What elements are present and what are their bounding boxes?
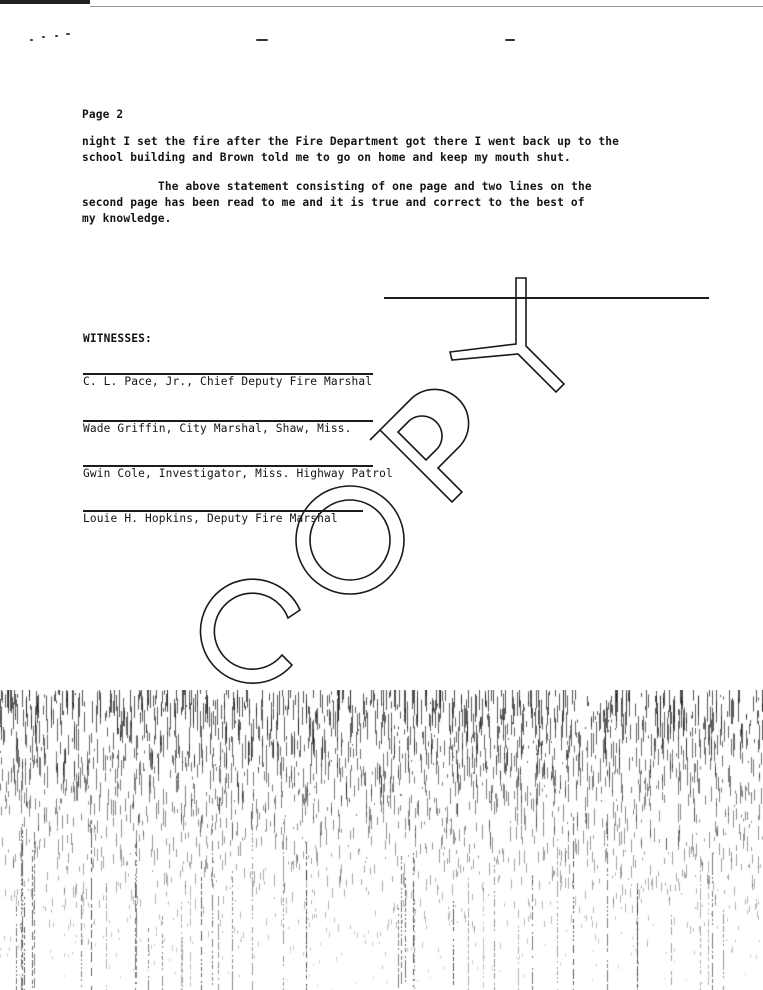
statement-line-2: second page has been read to me and it is true and correct to the best of [82, 196, 585, 209]
signature-line [384, 297, 709, 299]
top-edge-rule [0, 0, 90, 4]
scan-speck [66, 33, 70, 35]
statement-line-1: The above statement consisting of one page and two lines on the [158, 180, 592, 193]
witnesses-label: WITNESSES: [83, 332, 152, 345]
witness-name: Wade Griffin, City Marshal, Shaw, Miss. [83, 422, 352, 435]
stamp-letter-y [450, 278, 564, 392]
statement-line-3: my knowledge. [82, 212, 172, 225]
witness-name: Louie H. Hopkins, Deputy Fire Marshal [83, 512, 338, 525]
page-number: Page 2 [82, 108, 124, 121]
body-line-1: night I set the fire after the Fire Department got there I went back up to the [82, 135, 620, 148]
stamp-letter-p [370, 389, 469, 502]
stamp-letter-o [296, 486, 404, 594]
scan-speck [256, 39, 268, 41]
top-edge-rule-faint [90, 6, 763, 7]
body-line-2: school building and Brown told me to go on home and keep my mouth shut. [82, 151, 571, 164]
scan-speck [30, 39, 33, 41]
scan-speck [505, 39, 515, 41]
scan-speck [42, 36, 45, 38]
stamp-letter-c [201, 579, 300, 683]
witness-name: Gwin Cole, Investigator, Miss. Highway Patrol [83, 467, 393, 480]
scan-noise-texture [0, 690, 763, 990]
scan-speck [55, 35, 58, 37]
witness-name: C. L. Pace, Jr., Chief Deputy Fire Marshal [83, 375, 373, 388]
